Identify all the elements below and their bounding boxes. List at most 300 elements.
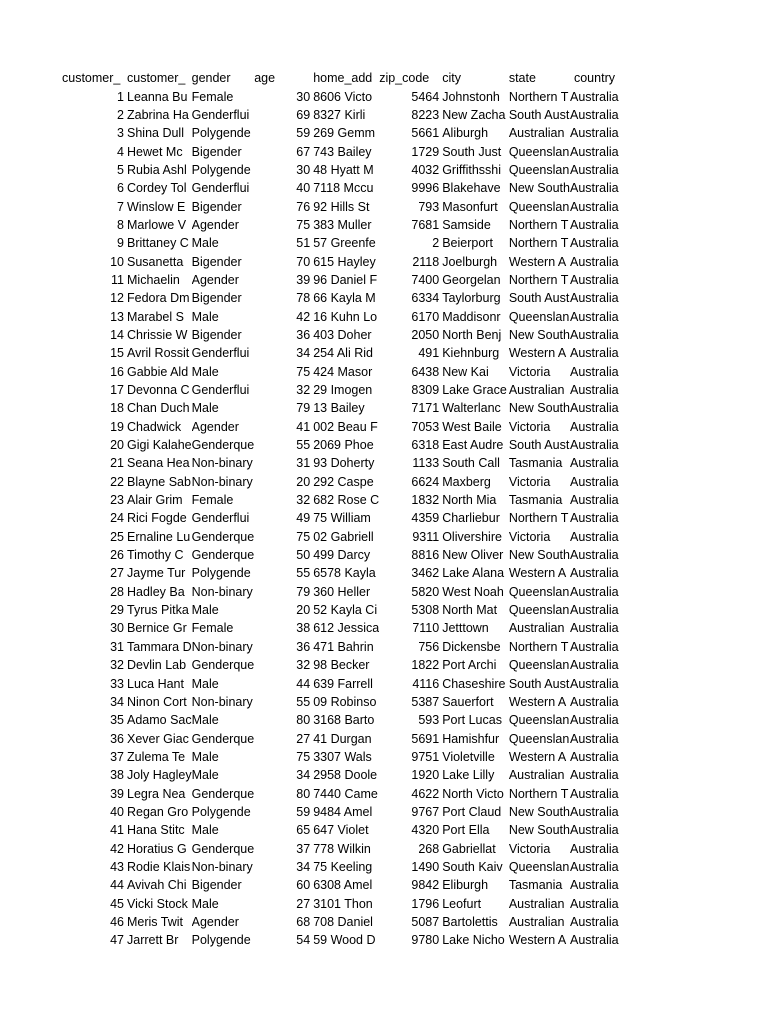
cell-state[interactable]: South Aust	[508, 107, 570, 122]
cell-city[interactable]: Lake Grace	[442, 383, 507, 398]
cell-city[interactable]: Masonfurt	[442, 199, 498, 214]
cell-state[interactable]: Tasmania	[508, 878, 563, 893]
cell-city[interactable]: West Noah	[442, 584, 504, 599]
cell-gender[interactable]: Genderque	[191, 548, 255, 563]
cell-gender[interactable]: Bigender	[191, 878, 242, 893]
cell-country[interactable]: Australia	[569, 162, 619, 177]
cell-state[interactable]: South Aust	[508, 291, 570, 306]
cell-zip-code[interactable]: 1822	[411, 658, 440, 673]
cell-age[interactable]: 65	[296, 823, 311, 838]
cell-customer-id[interactable]: 41	[110, 823, 124, 838]
cell-customer-name[interactable]: Rici Fogde	[127, 511, 187, 526]
cell-gender[interactable]: Genderflui	[191, 383, 250, 398]
header-country[interactable]: country	[573, 71, 615, 86]
cell-country[interactable]: Australia	[569, 456, 619, 471]
cell-age[interactable]: 41	[296, 419, 311, 434]
cell-country[interactable]: Australia	[569, 676, 619, 691]
cell-country[interactable]: Australia	[569, 603, 619, 618]
cell-country[interactable]: Australia	[569, 291, 619, 306]
cell-zip-code[interactable]: 9780	[411, 933, 440, 948]
cell-city[interactable]: Jetttown	[442, 621, 489, 636]
cell-customer-id[interactable]: 16	[110, 364, 124, 379]
cell-home-address[interactable]: 13 Bailey	[313, 401, 365, 416]
cell-state[interactable]: New South	[508, 401, 570, 416]
cell-zip-code[interactable]: 2	[432, 236, 440, 251]
cell-gender[interactable]: Bigender	[191, 199, 242, 214]
cell-home-address[interactable]: 612 Jessica	[313, 621, 380, 636]
cell-customer-name[interactable]: Alair Grim	[127, 493, 183, 508]
cell-gender[interactable]: Agender	[191, 217, 239, 232]
cell-zip-code[interactable]: 5308	[411, 603, 440, 618]
cell-customer-name[interactable]: Ninon Cort	[127, 694, 187, 709]
cell-city[interactable]: Kiehnburg	[442, 346, 500, 361]
cell-customer-name[interactable]: Winslow E	[127, 199, 186, 214]
cell-city[interactable]: Georgelan	[442, 272, 501, 287]
cell-customer-name[interactable]: Shina Dull	[127, 126, 184, 141]
cell-state[interactable]: Queenslan	[508, 144, 570, 159]
cell-state[interactable]: Western A	[508, 566, 567, 581]
cell-home-address[interactable]: 9484 Amel	[313, 804, 373, 819]
cell-customer-name[interactable]: Timothy C	[127, 548, 184, 563]
cell-home-address[interactable]: 292 Caspe	[313, 474, 374, 489]
cell-city[interactable]: North Benj	[442, 327, 502, 342]
cell-state[interactable]: Western A	[508, 933, 567, 948]
cell-state[interactable]: Tasmania	[508, 493, 563, 508]
cell-state[interactable]: South Aust	[508, 676, 570, 691]
cell-city[interactable]: North Mat	[442, 603, 498, 618]
cell-gender[interactable]: Genderque	[191, 529, 255, 544]
cell-age[interactable]: 31	[296, 456, 311, 471]
cell-home-address[interactable]: 778 Wilkin	[313, 841, 371, 856]
cell-city[interactable]: Chaseshire	[442, 676, 506, 691]
cell-zip-code[interactable]: 7110	[412, 621, 440, 636]
cell-zip-code[interactable]: 9311	[412, 529, 440, 544]
cell-city[interactable]: North Victo	[442, 786, 504, 801]
cell-home-address[interactable]: 682 Rose C	[313, 493, 380, 508]
cell-home-address[interactable]: 2958 Doole	[313, 768, 378, 783]
cell-state[interactable]: Queenslan	[508, 603, 570, 618]
cell-city[interactable]: Walterlanc	[442, 401, 501, 416]
cell-age[interactable]: 59	[296, 126, 311, 141]
cell-gender[interactable]: Male	[191, 896, 219, 911]
cell-gender[interactable]: Genderflui	[191, 346, 250, 361]
cell-customer-id[interactable]: 23	[110, 493, 124, 508]
cell-state[interactable]: Northern T	[508, 786, 569, 801]
cell-age[interactable]: 54	[296, 933, 311, 948]
cell-country[interactable]: Australia	[569, 493, 619, 508]
cell-customer-id[interactable]: 15	[110, 346, 124, 361]
cell-home-address[interactable]: 93 Doherty	[313, 456, 375, 471]
cell-city[interactable]: West Baile	[442, 419, 502, 434]
cell-zip-code[interactable]: 5661	[411, 126, 440, 141]
cell-country[interactable]: Australia	[569, 529, 619, 544]
cell-zip-code[interactable]: 7681	[411, 217, 440, 232]
cell-home-address[interactable]: 499 Darcy	[313, 548, 371, 563]
cell-gender[interactable]: Polygende	[191, 566, 251, 581]
cell-age[interactable]: 37	[296, 841, 311, 856]
cell-age[interactable]: 32	[296, 658, 311, 673]
cell-age[interactable]: 27	[296, 731, 311, 746]
cell-state[interactable]: Tasmania	[508, 456, 563, 471]
cell-age[interactable]: 36	[296, 327, 311, 342]
cell-gender[interactable]: Male	[191, 603, 219, 618]
cell-zip-code[interactable]: 1920	[411, 768, 440, 783]
cell-country[interactable]: Australia	[569, 89, 619, 104]
cell-customer-id[interactable]: 30	[110, 621, 124, 636]
cell-gender[interactable]: Bigender	[191, 144, 242, 159]
cell-city[interactable]: Beierport	[442, 236, 493, 251]
cell-customer-id[interactable]: 28	[110, 584, 124, 599]
cell-home-address[interactable]: 615 Hayley	[313, 254, 376, 269]
cell-customer-id[interactable]: 7	[117, 199, 124, 214]
cell-state[interactable]: Queenslan	[508, 658, 570, 673]
cell-zip-code[interactable]: 6624	[411, 474, 440, 489]
cell-age[interactable]: 75	[296, 217, 311, 232]
cell-age[interactable]: 60	[296, 878, 311, 893]
cell-customer-id[interactable]: 18	[110, 401, 124, 416]
cell-customer-name[interactable]: Rodie Klais	[127, 859, 191, 874]
cell-city[interactable]: East Audre	[442, 438, 504, 453]
cell-zip-code[interactable]: 793	[418, 199, 440, 214]
cell-zip-code[interactable]: 2050	[411, 327, 440, 342]
cell-country[interactable]: Australia	[569, 896, 619, 911]
cell-age[interactable]: 55	[296, 438, 311, 453]
cell-zip-code[interactable]: 6438	[411, 364, 440, 379]
cell-zip-code[interactable]: 6334	[411, 291, 440, 306]
cell-country[interactable]: Australia	[569, 713, 619, 728]
cell-age[interactable]: 75	[296, 364, 311, 379]
cell-customer-name[interactable]: Joly Hagley	[127, 768, 192, 783]
cell-zip-code[interactable]: 1729	[411, 144, 440, 159]
cell-customer-name[interactable]: Blayne Sab	[127, 474, 191, 489]
cell-country[interactable]: Australia	[569, 511, 619, 526]
cell-customer-name[interactable]: Devlin Lab	[127, 658, 187, 673]
header-gender[interactable]: gender	[191, 71, 231, 86]
cell-customer-id[interactable]: 9	[117, 236, 124, 251]
cell-zip-code[interactable]: 2118	[412, 254, 440, 269]
cell-state[interactable]: Northern T	[508, 639, 569, 654]
cell-customer-name[interactable]: Adamo Sac	[127, 713, 192, 728]
cell-home-address[interactable]: 75 Keeling	[313, 859, 373, 874]
cell-customer-id[interactable]: 4	[117, 144, 124, 159]
cell-country[interactable]: Australia	[569, 933, 619, 948]
cell-zip-code[interactable]: 268	[418, 841, 440, 856]
cell-city[interactable]: Maxberg	[442, 474, 491, 489]
cell-state[interactable]: Australian	[508, 383, 565, 398]
cell-customer-id[interactable]: 21	[110, 456, 124, 471]
cell-gender[interactable]: Male	[191, 823, 219, 838]
cell-country[interactable]: Australia	[569, 768, 619, 783]
cell-customer-name[interactable]: Susanetta	[127, 254, 184, 269]
cell-customer-name[interactable]: Legra Nea	[127, 786, 186, 801]
cell-gender[interactable]: Non-binary	[191, 456, 253, 471]
cell-state[interactable]: Western A	[508, 749, 567, 764]
cell-gender[interactable]: Polygende	[191, 933, 251, 948]
cell-customer-id[interactable]: 1	[117, 89, 124, 104]
cell-city[interactable]: Leofurt	[442, 896, 482, 911]
cell-country[interactable]: Australia	[569, 823, 619, 838]
cell-age[interactable]: 67	[296, 144, 311, 159]
cell-customer-id[interactable]: 22	[110, 474, 124, 489]
cell-gender[interactable]: Non-binary	[191, 639, 253, 654]
cell-customer-id[interactable]: 37	[110, 749, 124, 764]
cell-age[interactable]: 38	[296, 621, 311, 636]
cell-customer-id[interactable]: 35	[110, 713, 124, 728]
cell-country[interactable]: Australia	[569, 107, 619, 122]
cell-zip-code[interactable]: 756	[418, 639, 440, 654]
cell-customer-name[interactable]: Bernice Gr	[127, 621, 187, 636]
cell-gender[interactable]: Genderque	[191, 658, 255, 673]
cell-gender[interactable]: Male	[191, 713, 219, 728]
cell-zip-code[interactable]: 8223	[411, 107, 440, 122]
cell-country[interactable]: Australia	[569, 694, 619, 709]
cell-customer-name[interactable]: Hadley Ba	[127, 584, 185, 599]
cell-gender[interactable]: Genderque	[191, 438, 255, 453]
cell-age[interactable]: 75	[296, 529, 311, 544]
cell-customer-id[interactable]: 13	[110, 309, 124, 324]
cell-state[interactable]: Victoria	[508, 529, 551, 544]
cell-zip-code[interactable]: 9996	[411, 181, 440, 196]
cell-customer-id[interactable]: 44	[110, 878, 124, 893]
cell-state[interactable]: New South	[508, 804, 570, 819]
cell-zip-code[interactable]: 7171	[411, 401, 440, 416]
cell-home-address[interactable]: 52 Kayla Ci	[313, 603, 378, 618]
cell-gender[interactable]: Agender	[191, 272, 239, 287]
cell-customer-name[interactable]: Tyrus Pitka	[127, 603, 189, 618]
cell-state[interactable]: Queenslan	[508, 162, 570, 177]
cell-gender[interactable]: Male	[191, 749, 219, 764]
cell-customer-id[interactable]: 43	[110, 859, 124, 874]
cell-country[interactable]: Australia	[569, 272, 619, 287]
cell-home-address[interactable]: 8606 Victo	[313, 89, 373, 104]
cell-country[interactable]: Australia	[569, 199, 619, 214]
cell-home-address[interactable]: 2069 Phoe	[313, 438, 374, 453]
cell-city[interactable]: North Mia	[442, 493, 497, 508]
cell-age[interactable]: 55	[296, 566, 311, 581]
cell-customer-id[interactable]: 10	[110, 254, 124, 269]
cell-city[interactable]: Port Archi	[442, 658, 497, 673]
cell-state[interactable]: Australian	[508, 914, 565, 929]
cell-state[interactable]: New South	[508, 823, 570, 838]
cell-zip-code[interactable]: 593	[418, 713, 440, 728]
header-zip-code[interactable]: zip_code	[379, 71, 430, 86]
cell-country[interactable]: Australia	[569, 438, 619, 453]
cell-age[interactable]: 36	[296, 639, 311, 654]
cell-zip-code[interactable]: 9767	[411, 804, 440, 819]
cell-home-address[interactable]: 92 Hills St	[313, 199, 370, 214]
cell-state[interactable]: South Aust	[508, 438, 570, 453]
cell-customer-name[interactable]: Rubia Ashl	[127, 162, 187, 177]
cell-city[interactable]: Aliburgh	[442, 126, 489, 141]
cell-customer-id[interactable]: 47	[110, 933, 124, 948]
cell-customer-id[interactable]: 11	[111, 272, 124, 287]
cell-customer-id[interactable]: 12	[110, 291, 124, 306]
cell-customer-id[interactable]: 2	[117, 107, 124, 122]
cell-state[interactable]: Northern T	[508, 272, 569, 287]
cell-customer-id[interactable]: 45	[110, 896, 124, 911]
cell-gender[interactable]: Bigender	[191, 291, 242, 306]
cell-customer-id[interactable]: 3	[117, 126, 124, 141]
cell-gender[interactable]: Polygende	[191, 162, 251, 177]
cell-gender[interactable]: Bigender	[191, 254, 242, 269]
cell-customer-name[interactable]: Chadwick	[127, 419, 182, 434]
cell-city[interactable]: Bartolettis	[442, 914, 498, 929]
cell-age[interactable]: 69	[296, 107, 311, 122]
cell-state[interactable]: Australian	[508, 126, 565, 141]
cell-city[interactable]: Maddisonr	[442, 309, 501, 324]
cell-age[interactable]: 79	[296, 401, 311, 416]
cell-country[interactable]: Australia	[569, 786, 619, 801]
cell-gender[interactable]: Genderflui	[191, 181, 250, 196]
cell-gender[interactable]: Agender	[191, 419, 239, 434]
cell-country[interactable]: Australia	[569, 731, 619, 746]
cell-age[interactable]: 44	[296, 676, 311, 691]
cell-gender[interactable]: Male	[191, 401, 219, 416]
cell-age[interactable]: 49	[296, 511, 311, 526]
cell-home-address[interactable]: 647 Violet	[313, 823, 369, 838]
cell-home-address[interactable]: 7440 Came	[313, 786, 378, 801]
cell-zip-code[interactable]: 6318	[411, 438, 440, 453]
cell-country[interactable]: Australia	[569, 859, 619, 874]
cell-gender[interactable]: Genderque	[191, 841, 255, 856]
cell-age[interactable]: 55	[296, 694, 311, 709]
cell-age[interactable]: 39	[296, 272, 311, 287]
cell-country[interactable]: Australia	[569, 383, 619, 398]
cell-gender[interactable]: Non-binary	[191, 474, 253, 489]
cell-zip-code[interactable]: 1133	[412, 456, 440, 471]
cell-home-address[interactable]: 02 Gabriell	[313, 529, 374, 544]
cell-country[interactable]: Australia	[569, 639, 619, 654]
cell-customer-id[interactable]: 8	[117, 217, 124, 232]
cell-country[interactable]: Australia	[569, 346, 619, 361]
cell-home-address[interactable]: 743 Bailey	[313, 144, 372, 159]
cell-customer-name[interactable]: Michaelin	[127, 272, 180, 287]
cell-zip-code[interactable]: 1832	[411, 493, 440, 508]
header-age[interactable]: age	[254, 71, 276, 86]
cell-city[interactable]: Lake Lilly	[442, 768, 495, 783]
cell-state[interactable]: New South	[508, 181, 570, 196]
cell-customer-name[interactable]: Seana Hea	[127, 456, 190, 471]
cell-home-address[interactable]: 471 Bahrin	[313, 639, 374, 654]
header-customer[interactable]: customer_	[127, 71, 186, 86]
cell-home-address[interactable]: 8327 Kirli	[313, 107, 366, 122]
cell-city[interactable]: New Oliver	[442, 548, 504, 563]
cell-city[interactable]: Joelburgh	[442, 254, 498, 269]
cell-gender[interactable]: Female	[191, 621, 234, 636]
cell-city[interactable]: Johnstonh	[442, 89, 500, 104]
cell-customer-id[interactable]: 25	[110, 529, 124, 544]
cell-country[interactable]: Australia	[569, 841, 619, 856]
cell-city[interactable]: Olivershire	[442, 529, 502, 544]
cell-country[interactable]: Australia	[569, 621, 619, 636]
cell-customer-name[interactable]: Chrissie W	[127, 327, 188, 342]
cell-customer-id[interactable]: 34	[110, 694, 124, 709]
cell-gender[interactable]: Female	[191, 493, 234, 508]
cell-country[interactable]: Australia	[569, 419, 619, 434]
cell-gender[interactable]: Genderflui	[191, 107, 250, 122]
cell-customer-id[interactable]: 24	[110, 511, 124, 526]
cell-city[interactable]: Charliebur	[442, 511, 500, 526]
cell-state[interactable]: Australian	[508, 768, 565, 783]
cell-zip-code[interactable]: 9842	[411, 878, 440, 893]
cell-state[interactable]: Queenslan	[508, 859, 570, 874]
cell-zip-code[interactable]: 4116	[412, 676, 440, 691]
cell-city[interactable]: Blakehave	[442, 181, 501, 196]
cell-customer-id[interactable]: 17	[110, 383, 124, 398]
cell-customer-name[interactable]: Tammara D	[127, 639, 192, 654]
cell-customer-name[interactable]: Hana Stitc	[127, 823, 185, 838]
cell-city[interactable]: South Just	[442, 144, 502, 159]
cell-customer-name[interactable]: Jarrett Br	[127, 933, 179, 948]
cell-gender[interactable]: Genderque	[191, 731, 255, 746]
cell-country[interactable]: Australia	[569, 364, 619, 379]
cell-customer-name[interactable]: Leanna Bu	[127, 89, 188, 104]
cell-customer-name[interactable]: Horatius G	[127, 841, 187, 856]
cell-country[interactable]: Australia	[569, 236, 619, 251]
cell-state[interactable]: Queenslan	[508, 731, 570, 746]
cell-gender[interactable]: Genderque	[191, 786, 255, 801]
cell-customer-name[interactable]: Zabrina Ha	[127, 107, 189, 122]
cell-age[interactable]: 32	[296, 383, 311, 398]
cell-zip-code[interactable]: 5387	[411, 694, 440, 709]
cell-age[interactable]: 79	[296, 584, 311, 599]
cell-zip-code[interactable]: 4359	[411, 511, 440, 526]
cell-age[interactable]: 78	[296, 291, 311, 306]
cell-state[interactable]: Western A	[508, 254, 567, 269]
cell-zip-code[interactable]: 5691	[411, 731, 440, 746]
cell-state[interactable]: New South	[508, 548, 570, 563]
cell-home-address[interactable]: 639 Farrell	[313, 676, 373, 691]
cell-customer-name[interactable]: Devonna C	[127, 383, 190, 398]
cell-city[interactable]: Lake Alana	[442, 566, 505, 581]
cell-zip-code[interactable]: 491	[418, 346, 440, 361]
cell-city[interactable]: South Call	[442, 456, 500, 471]
cell-customer-name[interactable]: Vicki Stock	[127, 896, 188, 911]
cell-home-address[interactable]: 16 Kuhn Lo	[313, 309, 378, 324]
cell-age[interactable]: 80	[296, 713, 311, 728]
cell-home-address[interactable]: 269 Gemm	[313, 126, 376, 141]
cell-gender[interactable]: Male	[191, 236, 219, 251]
cell-age[interactable]: 42	[296, 309, 311, 324]
cell-zip-code[interactable]: 4032	[411, 162, 440, 177]
cell-customer-name[interactable]: Marabel S	[127, 309, 184, 324]
cell-customer-id[interactable]: 40	[110, 804, 124, 819]
cell-home-address[interactable]: 48 Hyatt M	[313, 162, 374, 177]
cell-state[interactable]: Australian	[508, 621, 565, 636]
cell-country[interactable]: Australia	[569, 254, 619, 269]
cell-customer-id[interactable]: 20	[110, 438, 124, 453]
cell-home-address[interactable]: 254 Ali Rid	[313, 346, 373, 361]
cell-home-address[interactable]: 3168 Barto	[313, 713, 375, 728]
cell-country[interactable]: Australia	[569, 126, 619, 141]
cell-city[interactable]: New Kai	[442, 364, 489, 379]
cell-zip-code[interactable]: 1796	[411, 896, 440, 911]
cell-customer-id[interactable]: 31	[110, 639, 124, 654]
cell-state[interactable]: Northern T	[508, 89, 569, 104]
cell-customer-name[interactable]: Meris Twit	[127, 914, 184, 929]
cell-city[interactable]: Griffithsshi	[442, 162, 502, 177]
cell-country[interactable]: Australia	[569, 566, 619, 581]
cell-city[interactable]: Dickensbe	[442, 639, 501, 654]
cell-country[interactable]: Australia	[569, 878, 619, 893]
cell-age[interactable]: 34	[296, 768, 311, 783]
cell-home-address[interactable]: 6578 Kayla	[313, 566, 376, 581]
cell-city[interactable]: Lake Nicho	[442, 933, 505, 948]
cell-gender[interactable]: Male	[191, 309, 219, 324]
cell-customer-name[interactable]: Gigi Kalahe	[127, 438, 192, 453]
cell-state[interactable]: Queenslan	[508, 199, 570, 214]
cell-customer-name[interactable]: Regan Gro	[127, 804, 189, 819]
